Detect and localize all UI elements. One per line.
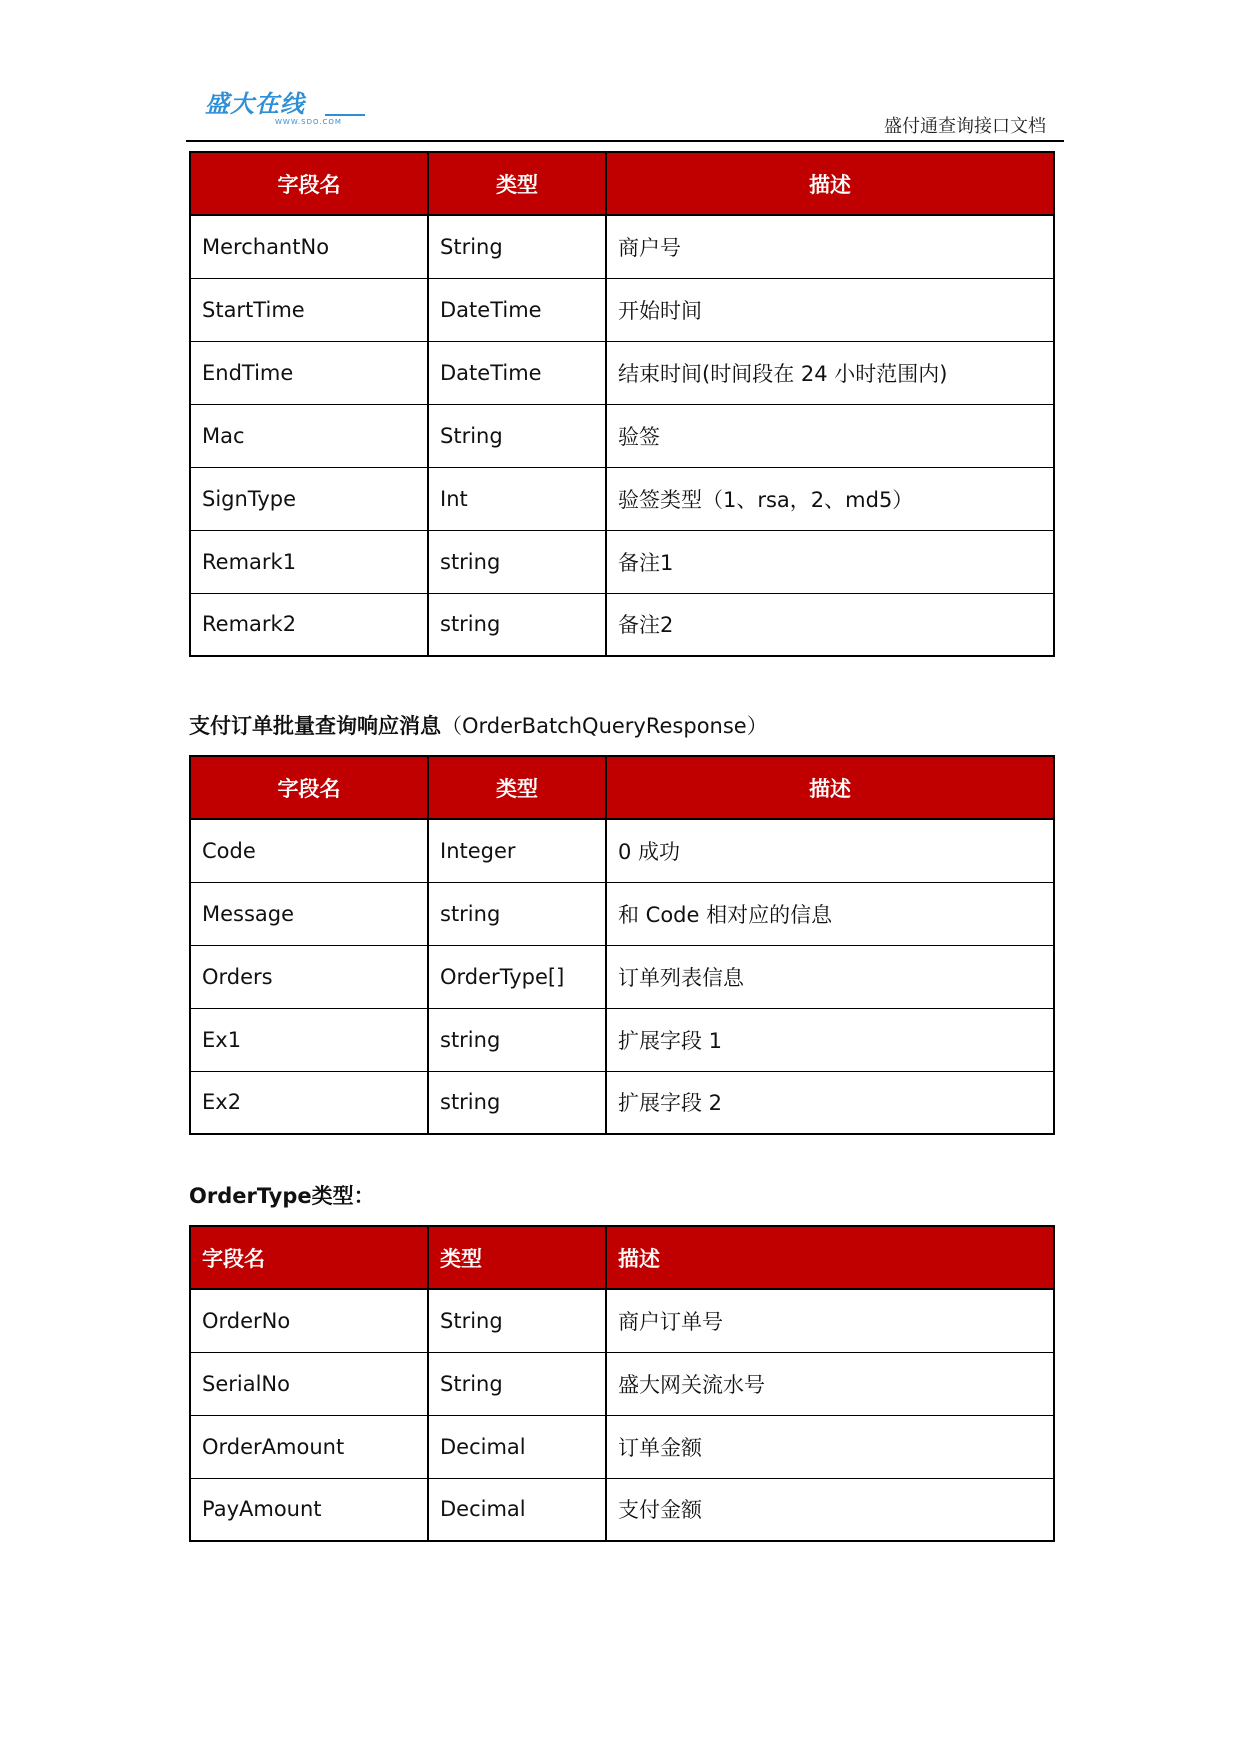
- field-type-cell: String: [428, 215, 606, 278]
- section-title-ordertype: [189, 1180, 375, 1210]
- field-type-cell: Decimal: [428, 1478, 606, 1541]
- request-fields-table: [189, 151, 1055, 657]
- table-row: [190, 882, 1054, 945]
- table-row: [190, 1478, 1054, 1541]
- field-desc-cell: 验签类型（1、rsa，2、md5）: [606, 467, 1054, 530]
- field-name-cell: OrderAmount: [190, 1415, 428, 1478]
- section-title-bold: 支付订单批量查询响应消息: [189, 714, 441, 738]
- header-field-name: 字段名: [190, 756, 428, 819]
- table-row: [190, 1289, 1054, 1352]
- logo-subtext: WWW.SDO.COM: [275, 118, 342, 126]
- field-type-cell: OrderType[]: [428, 945, 606, 1008]
- header-type: 类型: [428, 1226, 606, 1289]
- field-name-cell: OrderNo: [190, 1289, 428, 1352]
- field-name-cell: SerialNo: [190, 1352, 428, 1415]
- field-type-cell: Integer: [428, 819, 606, 882]
- header-field-name: 字段名: [190, 152, 428, 215]
- table-row: [190, 467, 1054, 530]
- field-type-cell: string: [428, 530, 606, 593]
- field-type-cell: string: [428, 882, 606, 945]
- field-type-cell: string: [428, 593, 606, 656]
- header-description: 描述: [606, 152, 1054, 215]
- field-type-cell: Decimal: [428, 1415, 606, 1478]
- field-name-cell: StartTime: [190, 278, 428, 341]
- field-desc-cell: 结束时间(时间段在 24 小时范围内): [606, 341, 1054, 404]
- table-row: [190, 945, 1054, 1008]
- field-desc-cell: 扩展字段 2: [606, 1071, 1054, 1134]
- table-row: [190, 1071, 1054, 1134]
- table-row: [190, 1352, 1054, 1415]
- header-type: 类型: [428, 152, 606, 215]
- field-name-cell: EndTime: [190, 341, 428, 404]
- field-type-cell: Int: [428, 467, 606, 530]
- field-desc-cell: 验签: [606, 404, 1054, 467]
- header-description: 描述: [606, 756, 1054, 819]
- header-field-name: 字段名: [190, 1226, 428, 1289]
- document-title: 盛付通查询接口文档: [884, 116, 1046, 137]
- table-row: [190, 404, 1054, 467]
- table-row: [190, 215, 1054, 278]
- field-type-cell: DateTime: [428, 341, 606, 404]
- table-row: [190, 278, 1054, 341]
- field-desc-cell: 备注2: [606, 593, 1054, 656]
- field-type-cell: string: [428, 1008, 606, 1071]
- table-header-row: [190, 152, 1054, 215]
- field-desc-cell: 备注1: [606, 530, 1054, 593]
- section-title-rest: （OrderBatchQueryResponse）: [441, 714, 768, 738]
- field-desc-cell: 商户订单号: [606, 1289, 1054, 1352]
- table-header-row: [190, 756, 1054, 819]
- company-logo: [205, 90, 365, 130]
- header-description: 描述: [606, 1226, 1054, 1289]
- field-type-cell: DateTime: [428, 278, 606, 341]
- table-row: [190, 819, 1054, 882]
- table-row: [190, 593, 1054, 656]
- field-name-cell: Remark2: [190, 593, 428, 656]
- field-type-cell: string: [428, 1071, 606, 1134]
- table-row: [190, 1008, 1054, 1071]
- field-name-cell: MerchantNo: [190, 215, 428, 278]
- field-desc-cell: 商户号: [606, 215, 1054, 278]
- logo-underline: [325, 114, 365, 116]
- header-type: 类型: [428, 756, 606, 819]
- field-name-cell: Orders: [190, 945, 428, 1008]
- header-divider: [186, 140, 1064, 142]
- field-desc-cell: 支付金额: [606, 1478, 1054, 1541]
- field-desc-cell: 订单金额: [606, 1415, 1054, 1478]
- field-name-cell: PayAmount: [190, 1478, 428, 1541]
- field-name-cell: Ex1: [190, 1008, 428, 1071]
- field-type-cell: String: [428, 1352, 606, 1415]
- logo-text: 盛大在线: [205, 90, 305, 118]
- table-row: [190, 341, 1054, 404]
- field-desc-cell: 0 成功: [606, 819, 1054, 882]
- field-name-cell: Message: [190, 882, 428, 945]
- field-type-cell: String: [428, 404, 606, 467]
- field-type-cell: String: [428, 1289, 606, 1352]
- table-header-row: [190, 1226, 1054, 1289]
- field-name-cell: SignType: [190, 467, 428, 530]
- field-name-cell: Remark1: [190, 530, 428, 593]
- section-title-bold: OrderType类型：: [189, 1184, 375, 1208]
- section-title-response: [189, 710, 768, 740]
- field-name-cell: Ex2: [190, 1071, 428, 1134]
- field-desc-cell: 订单列表信息: [606, 945, 1054, 1008]
- field-desc-cell: 和 Code 相对应的信息: [606, 882, 1054, 945]
- field-desc-cell: 盛大网关流水号: [606, 1352, 1054, 1415]
- table-row: [190, 1415, 1054, 1478]
- response-fields-table: [189, 755, 1055, 1135]
- field-desc-cell: 扩展字段 1: [606, 1008, 1054, 1071]
- field-desc-cell: 开始时间: [606, 278, 1054, 341]
- field-name-cell: Mac: [190, 404, 428, 467]
- table-row: [190, 530, 1054, 593]
- ordertype-fields-table: [189, 1225, 1055, 1542]
- field-name-cell: Code: [190, 819, 428, 882]
